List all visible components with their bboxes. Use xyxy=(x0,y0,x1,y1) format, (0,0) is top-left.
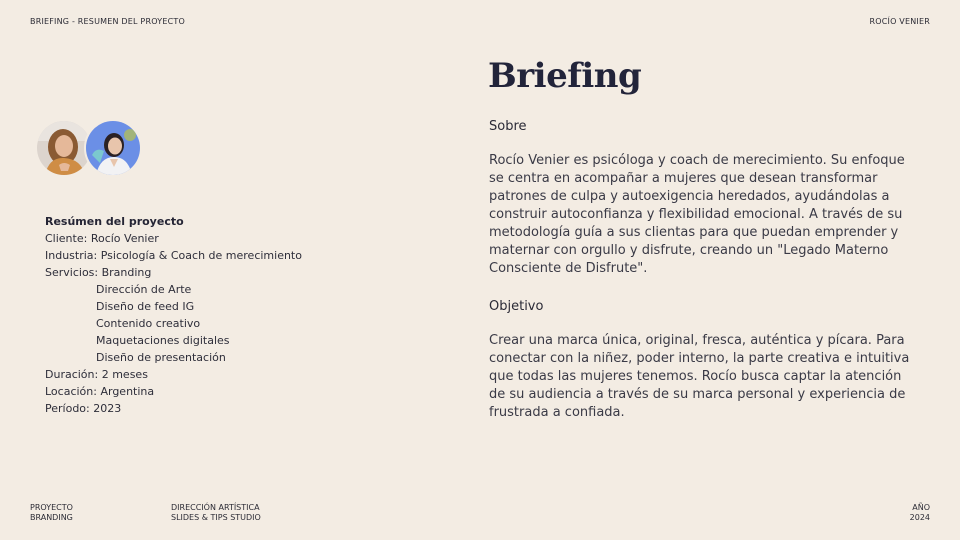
sobre-heading: Sobre xyxy=(489,119,527,134)
footer-year-value: 2024 xyxy=(909,513,930,522)
summary-period: Período: 2023 xyxy=(45,402,122,415)
header-right-label: ROCÍO VENIER xyxy=(869,17,930,26)
service-item: Diseño de feed IG xyxy=(96,300,195,313)
paragraph-line: frustrada a confiada. xyxy=(489,405,625,420)
paragraph-line: que todas las mujeres tenemos. Rocío busca captar la atención xyxy=(489,369,902,384)
service-item: Maquetaciones digitales xyxy=(96,334,230,347)
avatar-photo-2 xyxy=(84,119,142,177)
service-item: Dirección de Arte xyxy=(96,283,192,296)
project-summary xyxy=(45,213,302,417)
footer-project xyxy=(30,503,73,523)
footer-year xyxy=(910,503,930,523)
sobre-paragraph xyxy=(489,152,929,278)
paragraph-line: Consciente de Disfrute". xyxy=(489,261,648,276)
footer-project-line-1: PROYECTO xyxy=(30,503,73,512)
service-item: Diseño de presentación xyxy=(96,351,226,364)
footer-year-label: AÑO xyxy=(912,503,930,512)
summary-industry: Industria: Psicología & Coach de merecimiento xyxy=(45,249,302,262)
footer-direction xyxy=(171,503,261,523)
objetivo-paragraph xyxy=(489,332,929,422)
footer-direction-line-2: SLIDES & TIPS STUDIO xyxy=(171,513,261,522)
footer-project-line-2: BRANDING xyxy=(30,513,73,522)
paragraph-line: conectar con la niñez, poder interno, la parte creativa e intuitiva xyxy=(489,351,910,366)
summary-duration: Duración: 2 meses xyxy=(45,368,148,381)
paragraph-line: patrones de culpa y autoexigencia heredados, ayudándolas a xyxy=(489,189,890,204)
service-item: Contenido creativo xyxy=(96,317,201,330)
paragraph-line: Rocío Venier es psicóloga y coach de merecimiento. Su enfoque xyxy=(489,153,905,168)
header-left-label: BRIEFING - RESUMEN DEL PROYECTO xyxy=(30,17,185,26)
paragraph-line: se centra en acompañar a mujeres que desean transformar xyxy=(489,171,878,186)
summary-location: Locación: Argentina xyxy=(45,385,155,398)
avatar-portrait-2 xyxy=(86,121,140,175)
avatar-group xyxy=(36,119,140,175)
summary-client: Cliente: Rocío Venier xyxy=(45,232,159,245)
paragraph-line: de su audiencia a través de su marca personal y experiencia de xyxy=(489,387,906,402)
paragraph-line: construir autoconfianza y flexibilidad emocional. A través de su xyxy=(489,207,903,222)
objetivo-heading: Objetivo xyxy=(489,299,544,314)
paragraph-line: metodología guía a sus clientas para que puedan emprender y xyxy=(489,225,899,240)
page-title: Briefing xyxy=(488,56,642,96)
footer-direction-line-1: DIRECCIÓN ARTÍSTICA xyxy=(171,503,260,512)
paragraph-line: Crear una marca única, original, fresca, auténtica y pícara. Para xyxy=(489,333,905,348)
summary-services: Servicios: Branding xyxy=(45,266,152,279)
summary-title: Resúmen del proyecto xyxy=(45,215,184,228)
paragraph-line: maternar con orgullo y disfrute, creando un "Legado Materno xyxy=(489,243,889,258)
avatar-portrait-1 xyxy=(37,121,91,175)
